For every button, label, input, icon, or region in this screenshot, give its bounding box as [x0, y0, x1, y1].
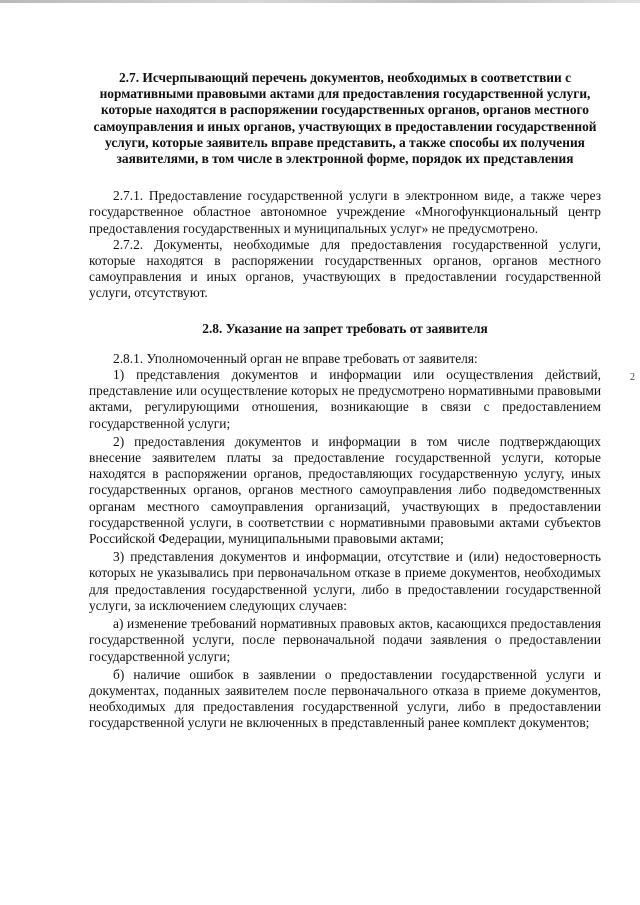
section-heading-2-7: 2.7. Исчерпывающий перечень документов, необходимых в соответствии с нормативными правовыми актами для предоставления государственной услуги, которые находятся в распоряжении государственных органов, органов местного самоуправления и иных органов, участвующих в предоставлении государственной услуги, которые заявитель вправе представить, а также способы их получения заявителями, в том числе в электронной форме, порядок их представления	[93, 70, 597, 167]
list-item-3-a: а) изменение требований нормативных правовых актов, касающихся предоставления государственной услуги, после первоначальной подачи заявления о предоставлении государственной услуги;	[89, 616, 601, 664]
list-item-3-b: б) наличие ошибок в заявлении о предоставлении государственной услуги и документах, поданных заявителем после первоначального отказа в приеме документов, необходимых для предоставления государственной услуги, либо в предоставлении государственной услуги не включенных в представленный ранее комплект документов;	[89, 666, 601, 731]
list-item-3: 3) представления документов и информации, отсутствие и (или) недостоверность которых не указывались при первоначальном отказе в приеме документов, необходимых для предоставления государственной услуги, либо в предоставлении государственной услуги, за исключением следующих случаев:	[89, 549, 601, 613]
paragraph-2-7-1: 2.7.1. Предоставление государственной услуги в электронном виде, а также через государственное областное автономное учреждение «Многофункциональный центр предоставления государственных и муниципальных услуг» не предусмотрено.	[89, 188, 601, 236]
list-item-1: 1) представления документов и информации или осуществления действий, представление или осуществление которых не предусмотрено нормативными правовыми актами, регулирующими отношения, возникающие в связи с предоставлением государственной услуги;	[89, 367, 601, 431]
scan-edge	[0, 0, 640, 3]
list-item-2: 2) предоставления документов и информации в том числе подтверждающих внесение заявителем платы за предоставление государственной услуги, которые находятся в распоряжении органов, предоставляющих государственную услугу, иных государственных органов, органов местного самоуправления либо подведомственных органам местного самоуправления организаций, участвующих в предоставлении государственной услуги, в соответствии с нормативными правовыми актами субъектов Российской Федерации, муниципальными правовыми актами;	[89, 433, 601, 547]
paragraph-2-8-1: 2.8.1. Уполномоченный орган не вправе требовать от заявителя:	[113, 350, 478, 366]
section-heading-2-8: 2.8. Указание на запрет требовать от заявителя	[202, 320, 488, 336]
document-page	[89, 70, 601, 732]
margin-mark: 2	[630, 372, 635, 383]
paragraph-2-7-2: 2.7.2. Документы, необходимые для предоставления государственной услуги, которые находятся в распоряжении государственных органов, органов местного самоуправления и иных органов, участвующих в предоставлении государственной услуги, отсутствуют.	[89, 236, 601, 301]
